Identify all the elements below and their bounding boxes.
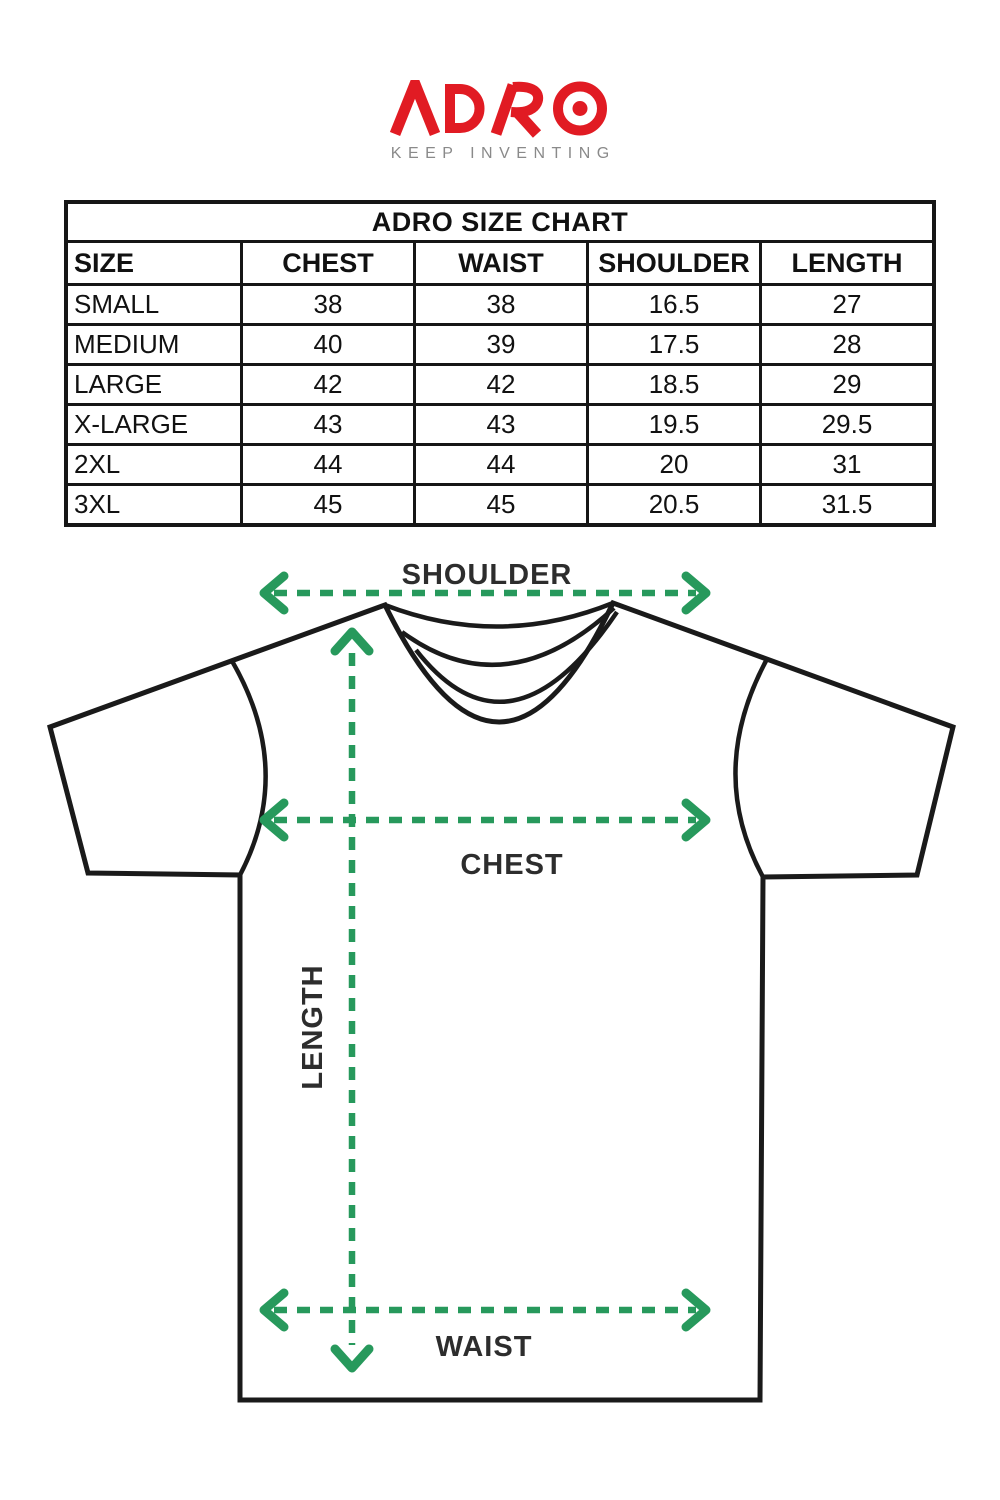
cell-length: 31.5 bbox=[821, 489, 873, 519]
cell-waist: 42 bbox=[416, 366, 589, 403]
cell-waist: 39 bbox=[416, 326, 589, 363]
cell-chest: 40 bbox=[243, 326, 416, 363]
cell-length: 27 bbox=[832, 289, 862, 319]
cell-size: 3XL bbox=[68, 486, 243, 523]
table-row bbox=[68, 326, 932, 366]
cell-chest: 45 bbox=[243, 486, 416, 523]
cell-size: X-LARGE bbox=[68, 406, 243, 443]
tshirt-measurement-diagram bbox=[0, 550, 1000, 1450]
cell-length: 28 bbox=[832, 329, 862, 359]
table-header-row bbox=[68, 243, 932, 286]
cell-waist: 38 bbox=[416, 286, 589, 323]
cell-shoulder: 16.5 bbox=[589, 286, 762, 323]
cell-waist: 44 bbox=[416, 446, 589, 483]
column-header-shoulder: SHOULDER bbox=[589, 243, 762, 283]
column-header-waist: WAIST bbox=[416, 243, 589, 283]
cell-shoulder: 18.5 bbox=[589, 366, 762, 403]
cell-chest: 42 bbox=[243, 366, 416, 403]
cell-chest: 43 bbox=[243, 406, 416, 443]
cell-shoulder: 19.5 bbox=[589, 406, 762, 443]
cell-waist: 43 bbox=[416, 406, 589, 443]
length-label: LENGTH bbox=[297, 964, 329, 1090]
shoulder-label: SHOULDER bbox=[401, 559, 573, 591]
table-row bbox=[68, 406, 932, 446]
cell-length: 31 bbox=[832, 449, 862, 479]
chest-label: CHEST bbox=[460, 849, 564, 881]
column-header-size: SIZE bbox=[68, 243, 243, 283]
table-row bbox=[68, 366, 932, 406]
cell-size: SMALL bbox=[68, 286, 243, 323]
brand-tagline: KEEP INVENTING bbox=[390, 145, 616, 162]
cell-waist: 45 bbox=[416, 486, 589, 523]
column-header-length: LENGTH bbox=[791, 248, 903, 278]
waist-label: WAIST bbox=[435, 1331, 533, 1363]
table-row bbox=[68, 486, 932, 523]
table-row bbox=[68, 446, 932, 486]
brand-header bbox=[0, 80, 1000, 163]
collar-top-arc bbox=[385, 603, 613, 627]
size-chart-table bbox=[64, 200, 936, 527]
cell-chest: 38 bbox=[243, 286, 416, 323]
cell-length: 29.5 bbox=[821, 409, 873, 439]
cell-size: LARGE bbox=[68, 366, 243, 403]
cell-length: 29 bbox=[832, 369, 862, 399]
cell-shoulder: 20 bbox=[589, 446, 762, 483]
cell-shoulder: 17.5 bbox=[589, 326, 762, 363]
table-row bbox=[68, 286, 932, 326]
cell-size: 2XL bbox=[68, 446, 243, 483]
tshirt-outline bbox=[50, 603, 953, 1400]
column-header-chest: CHEST bbox=[243, 243, 416, 283]
size-chart-title: ADRO SIZE CHART bbox=[68, 204, 932, 243]
cell-size: MEDIUM bbox=[68, 326, 243, 363]
cell-shoulder: 20.5 bbox=[589, 486, 762, 523]
cell-chest: 44 bbox=[243, 446, 416, 483]
adro-logo-icon bbox=[390, 80, 610, 138]
